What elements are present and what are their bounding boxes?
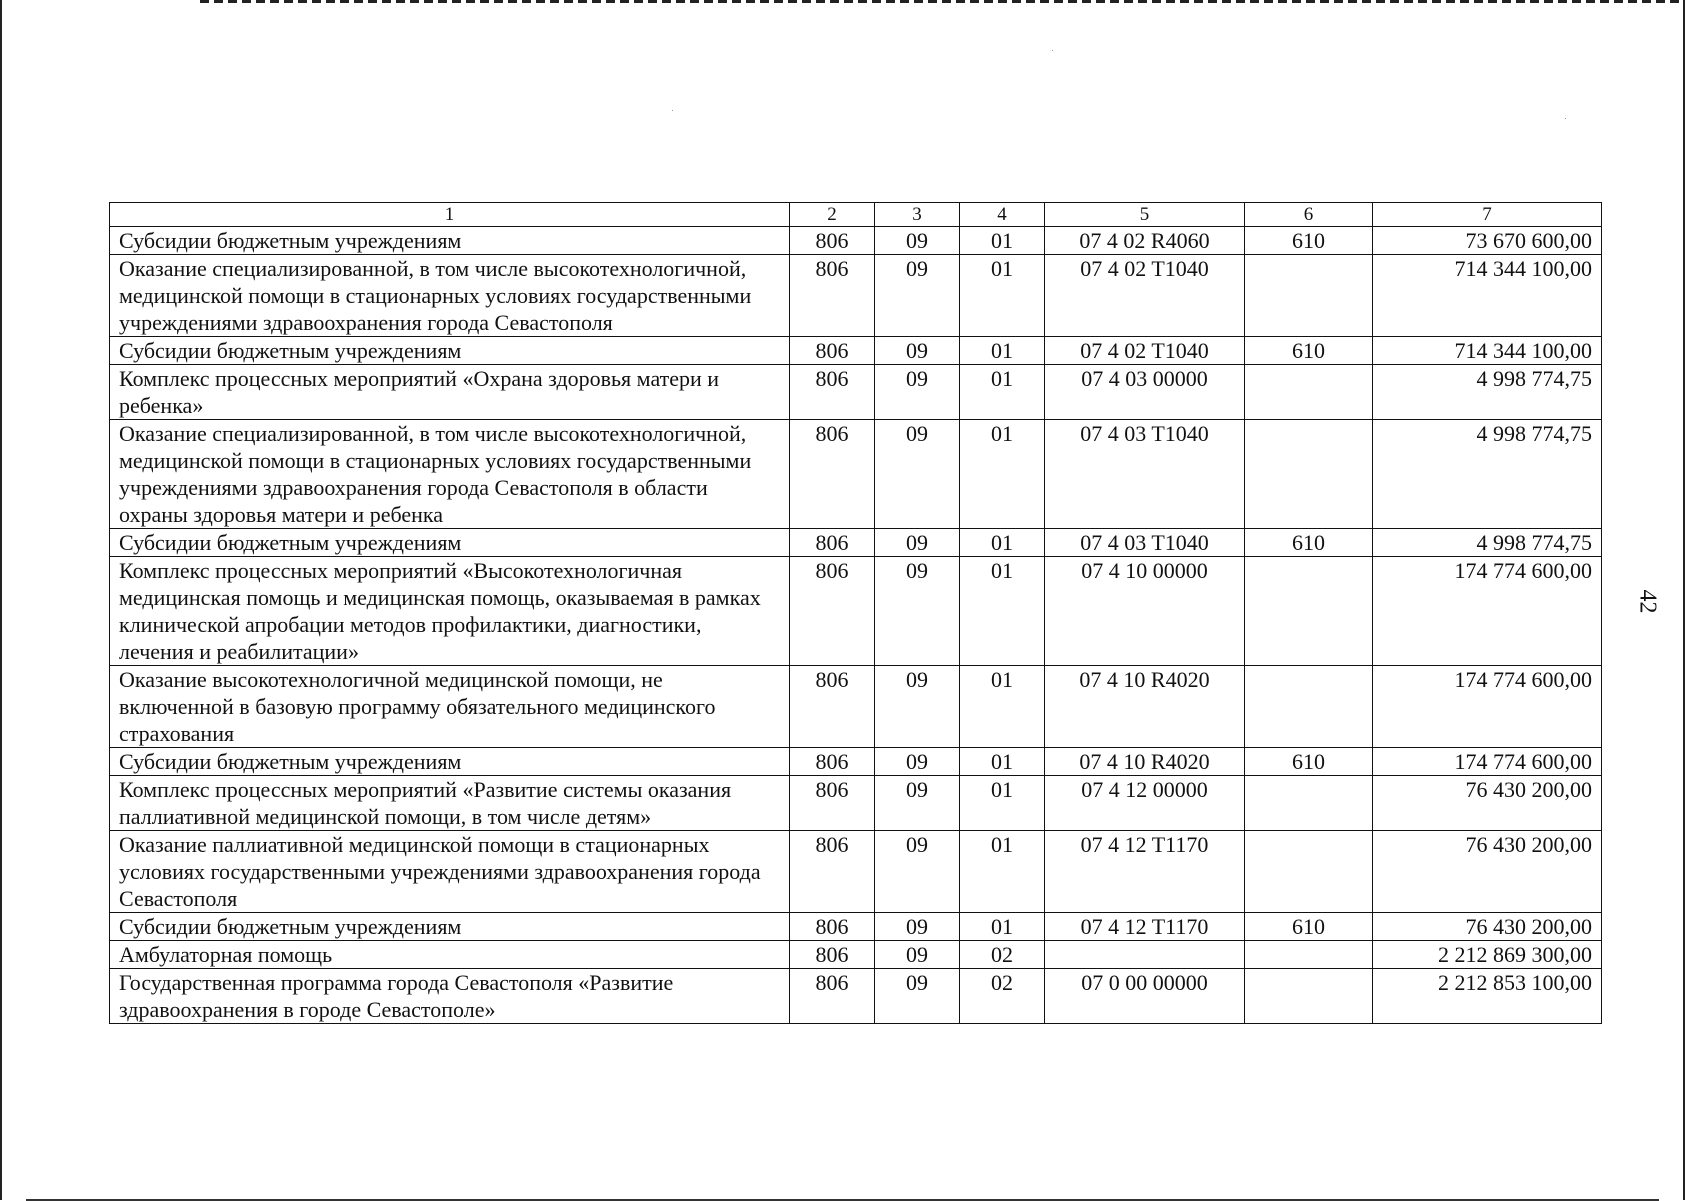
target-code-cell: 07 4 03 00000 xyxy=(1045,365,1245,420)
table-row xyxy=(110,337,1602,365)
grbs-code-cell: 806 xyxy=(790,941,875,969)
amount-cell: 76 430 200,00 xyxy=(1373,831,1602,913)
target-code-cell: 07 0 00 00000 xyxy=(1045,969,1245,1024)
table-row xyxy=(110,529,1602,557)
target-code-cell: 07 4 02 T1040 xyxy=(1045,255,1245,337)
row-name-cell: Оказание специализированной, в том числе высокотехнологичной, медицинской помощи в стационарных условиях государственными учреждениями здравоохранения города Севастополя в области охраны здоровья матери и ребенка xyxy=(110,420,790,529)
section-code-cell: 09 xyxy=(875,941,960,969)
table-row xyxy=(110,941,1602,969)
column-number: 3 xyxy=(875,203,960,227)
table-row xyxy=(110,969,1602,1024)
row-name-cell: Субсидии бюджетным учреждениям xyxy=(110,913,790,941)
subsection-code-cell: 01 xyxy=(960,776,1045,831)
grbs-code-cell: 806 xyxy=(790,748,875,776)
section-code-cell: 09 xyxy=(875,227,960,255)
grbs-code-cell: 806 xyxy=(790,913,875,941)
target-code-cell: 07 4 12 T1170 xyxy=(1045,913,1245,941)
table-row xyxy=(110,748,1602,776)
amount-cell: 4 998 774,75 xyxy=(1373,529,1602,557)
subsection-code-cell: 01 xyxy=(960,529,1045,557)
subsection-code-cell: 01 xyxy=(960,337,1045,365)
table-row xyxy=(110,365,1602,420)
section-code-cell: 09 xyxy=(875,557,960,666)
table-row xyxy=(110,666,1602,748)
amount-cell: 174 774 600,00 xyxy=(1373,557,1602,666)
section-code-cell: 09 xyxy=(875,337,960,365)
row-name-cell: Комплекс процессных мероприятий «Развитие системы оказания паллиативной медицинской помощи, в том числе детям» xyxy=(110,776,790,831)
subsection-code-cell: 02 xyxy=(960,941,1045,969)
target-code-cell: 07 4 10 R4020 xyxy=(1045,666,1245,748)
amount-cell: 714 344 100,00 xyxy=(1373,337,1602,365)
amount-cell: 2 212 869 300,00 xyxy=(1373,941,1602,969)
subsection-code-cell: 01 xyxy=(960,831,1045,913)
section-code-cell: 09 xyxy=(875,748,960,776)
row-name-cell: Оказание паллиативной медицинской помощи в стационарных условиях государственными учреждениями здравоохранения города Севастополя xyxy=(110,831,790,913)
subsection-code-cell: 02 xyxy=(960,969,1045,1024)
subsection-code-cell: 01 xyxy=(960,666,1045,748)
row-name-cell: Государственная программа города Севастополя «Развитие здравоохранения в городе Севастополе» xyxy=(110,969,790,1024)
grbs-code-cell: 806 xyxy=(790,666,875,748)
scan-speck xyxy=(672,110,673,111)
target-code-cell: 07 4 02 T1040 xyxy=(1045,337,1245,365)
row-name-cell: Оказание высокотехнологичной медицинской помощи, не включенной в базовую программу обязательного медицинского страхования xyxy=(110,666,790,748)
scan-edge-top xyxy=(200,0,1685,3)
amount-cell: 174 774 600,00 xyxy=(1373,748,1602,776)
table-row xyxy=(110,913,1602,941)
expense-type-cell xyxy=(1245,969,1373,1024)
grbs-code-cell: 806 xyxy=(790,365,875,420)
row-name-cell: Амбулаторная помощь xyxy=(110,941,790,969)
table-row xyxy=(110,831,1602,913)
amount-cell: 2 212 853 100,00 xyxy=(1373,969,1602,1024)
budget-table xyxy=(109,202,1602,1024)
column-number: 1 xyxy=(110,203,790,227)
section-code-cell: 09 xyxy=(875,831,960,913)
column-number: 4 xyxy=(960,203,1045,227)
column-number: 2 xyxy=(790,203,875,227)
expense-type-cell: 610 xyxy=(1245,913,1373,941)
section-code-cell: 09 xyxy=(875,776,960,831)
column-number: 7 xyxy=(1373,203,1602,227)
amount-cell: 76 430 200,00 xyxy=(1373,776,1602,831)
target-code-cell: 07 4 10 R4020 xyxy=(1045,748,1245,776)
column-number: 6 xyxy=(1245,203,1373,227)
row-name-cell: Комплекс процессных мероприятий «Охрана здоровья матери и ребенка» xyxy=(110,365,790,420)
target-code-cell: 07 4 02 R4060 xyxy=(1045,227,1245,255)
grbs-code-cell: 806 xyxy=(790,420,875,529)
subsection-code-cell: 01 xyxy=(960,420,1045,529)
table-row xyxy=(110,776,1602,831)
scan-speck xyxy=(1052,50,1053,51)
expense-type-cell: 610 xyxy=(1245,337,1373,365)
expense-type-cell xyxy=(1245,255,1373,337)
target-code-cell xyxy=(1045,941,1245,969)
subsection-code-cell: 01 xyxy=(960,748,1045,776)
subsection-code-cell: 01 xyxy=(960,913,1045,941)
section-code-cell: 09 xyxy=(875,365,960,420)
expense-type-cell xyxy=(1245,776,1373,831)
table-row xyxy=(110,255,1602,337)
target-code-cell: 07 4 03 T1040 xyxy=(1045,529,1245,557)
row-name-cell: Субсидии бюджетным учреждениям xyxy=(110,748,790,776)
expense-type-cell xyxy=(1245,831,1373,913)
grbs-code-cell: 806 xyxy=(790,227,875,255)
expense-type-cell: 610 xyxy=(1245,227,1373,255)
amount-cell: 76 430 200,00 xyxy=(1373,913,1602,941)
target-code-cell: 07 4 10 00000 xyxy=(1045,557,1245,666)
scan-edge-left xyxy=(0,0,2,1200)
amount-cell: 174 774 600,00 xyxy=(1373,666,1602,748)
row-name-cell: Субсидии бюджетным учреждениям xyxy=(110,227,790,255)
expense-type-cell xyxy=(1245,941,1373,969)
section-code-cell: 09 xyxy=(875,255,960,337)
expense-type-cell xyxy=(1245,557,1373,666)
page-number: 42 xyxy=(1634,589,1661,614)
grbs-code-cell: 806 xyxy=(790,776,875,831)
section-code-cell: 09 xyxy=(875,913,960,941)
row-name-cell: Оказание специализированной, в том числе высокотехнологичной, медицинской помощи в стационарных условиях государственными учреждениями здравоохранения города Севастополя xyxy=(110,255,790,337)
expense-type-cell xyxy=(1245,420,1373,529)
expense-type-cell xyxy=(1245,666,1373,748)
amount-cell: 714 344 100,00 xyxy=(1373,255,1602,337)
column-number: 5 xyxy=(1045,203,1245,227)
target-code-cell: 07 4 03 T1040 xyxy=(1045,420,1245,529)
subsection-code-cell: 01 xyxy=(960,365,1045,420)
table-row xyxy=(110,557,1602,666)
row-name-cell: Комплекс процессных мероприятий «Высокотехнологичная медицинская помощь и медицинская помощь, оказываемая в рамках клинической апробации методов профилактики, диагностики, лечения и реабилитации» xyxy=(110,557,790,666)
subsection-code-cell: 01 xyxy=(960,557,1045,666)
section-code-cell: 09 xyxy=(875,666,960,748)
subsection-code-cell: 01 xyxy=(960,227,1045,255)
section-code-cell: 09 xyxy=(875,969,960,1024)
row-name-cell: Субсидии бюджетным учреждениям xyxy=(110,337,790,365)
section-code-cell: 09 xyxy=(875,529,960,557)
expense-type-cell xyxy=(1245,365,1373,420)
grbs-code-cell: 806 xyxy=(790,529,875,557)
table-row xyxy=(110,420,1602,529)
grbs-code-cell: 806 xyxy=(790,557,875,666)
amount-cell: 4 998 774,75 xyxy=(1373,420,1602,529)
amount-cell: 73 670 600,00 xyxy=(1373,227,1602,255)
grbs-code-cell: 806 xyxy=(790,831,875,913)
column-number-row xyxy=(110,203,1602,227)
scan-speck xyxy=(1565,118,1566,119)
table-row xyxy=(110,227,1602,255)
grbs-code-cell: 806 xyxy=(790,337,875,365)
subsection-code-cell: 01 xyxy=(960,255,1045,337)
row-name-cell: Субсидии бюджетным учреждениям xyxy=(110,529,790,557)
amount-cell: 4 998 774,75 xyxy=(1373,365,1602,420)
grbs-code-cell: 806 xyxy=(790,255,875,337)
grbs-code-cell: 806 xyxy=(790,969,875,1024)
expense-type-cell: 610 xyxy=(1245,748,1373,776)
section-code-cell: 09 xyxy=(875,420,960,529)
target-code-cell: 07 4 12 T1170 xyxy=(1045,831,1245,913)
target-code-cell: 07 4 12 00000 xyxy=(1045,776,1245,831)
expense-type-cell: 610 xyxy=(1245,529,1373,557)
